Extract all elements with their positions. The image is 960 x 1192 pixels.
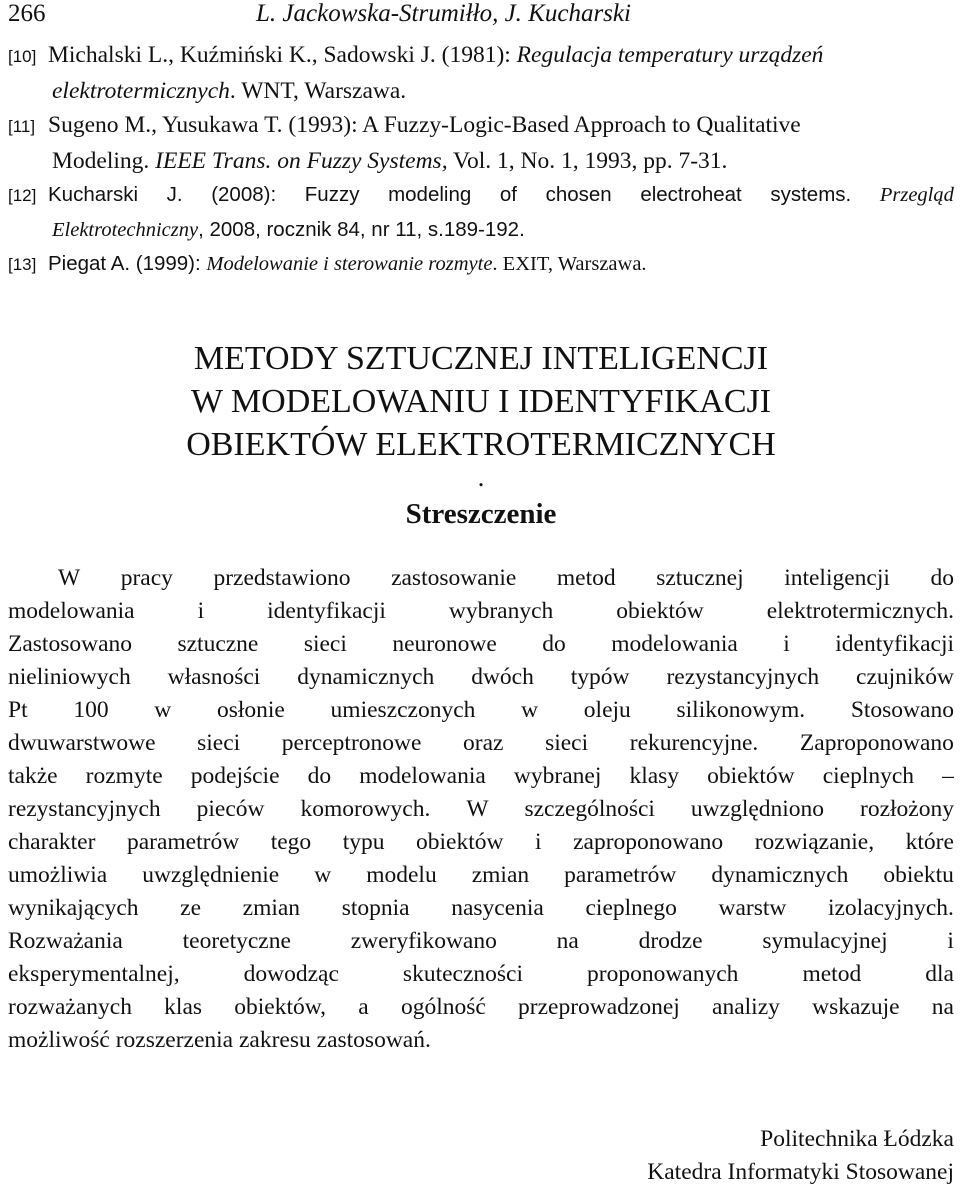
reference-word: Kucharski [48, 183, 139, 206]
reference-word: chosen [545, 183, 612, 206]
abstract-word: obiektów [707, 763, 795, 789]
reference-title: elektrotermicznych [52, 78, 230, 104]
reference-number: [11] [8, 117, 36, 136]
abstract-word: izolacyjnych. [827, 895, 954, 921]
abstract-word: 100 [73, 697, 109, 723]
abstract-line [8, 958, 954, 991]
abstract-word: obiektów, [234, 994, 327, 1020]
reference-journal: Elektrotechniczny [52, 219, 199, 241]
reference-text: Piegat A. (1999): [48, 252, 207, 275]
abstract-word: symulacyjnej [762, 928, 888, 954]
abstract-word: w [521, 697, 539, 723]
abstract-word: identyfikacji [835, 631, 954, 657]
abstract-word: w [314, 862, 332, 888]
abstract-word: sieci [545, 730, 589, 756]
title-dot: . [477, 463, 485, 492]
abstract-word: W [466, 796, 489, 822]
abstract-word: zaproponowano [573, 829, 724, 855]
abstract-word: szczególności [524, 796, 655, 822]
reference-word: J. [166, 183, 183, 206]
abstract-body [8, 562, 954, 1057]
reference-13 [8, 247, 954, 282]
paper-title-line: METODY SZTUCZNEJ INTELIGENCJI [193, 340, 769, 377]
paper-title-line: W MODELOWANIU I IDENTYFIKACJI [190, 383, 772, 420]
abstract-word: uwzględnienie [142, 862, 280, 888]
reference-title: Modelowanie i sterowanie rozmyte [206, 253, 493, 275]
abstract-word: sztucznej [656, 565, 744, 591]
abstract-word: sztuczne [177, 631, 259, 657]
abstract-word: rezystancyjnych [8, 796, 161, 822]
abstract-line [8, 991, 954, 1024]
abstract-word: przedstawiono [213, 565, 351, 591]
abstract-word: dwóch [471, 664, 534, 690]
abstract-word: parametrów [126, 829, 240, 855]
abstract-word: na [556, 928, 579, 954]
abstract-word: eksperymentalnej, [8, 961, 180, 987]
abstract-word: metod [802, 961, 862, 987]
abstract-word: uwzględniono [690, 796, 825, 822]
abstract-word: inteligencji [784, 565, 890, 591]
abstract-line [8, 892, 954, 925]
abstract-word: rozważanych [8, 994, 132, 1020]
reference-number: [12] [8, 186, 37, 205]
abstract-word: skuteczności [402, 961, 523, 987]
abstract-word: rozszerzenia [115, 1027, 239, 1053]
abstract-word: rozwiązanie, [754, 829, 875, 855]
abstract-line [8, 661, 954, 694]
abstract-word: własności [167, 664, 261, 690]
reference-journal: Przegląd [879, 184, 954, 206]
abstract-word: w [154, 697, 172, 723]
abstract-word: i [197, 598, 205, 624]
abstract-word: W [58, 565, 81, 591]
abstract-word: zmian [242, 895, 301, 921]
abstract-word: komorowych. [300, 796, 431, 822]
abstract-word: a [358, 994, 369, 1020]
abstract-word: metod [556, 565, 616, 591]
reference-text: Vol. 1, No. 1, 1993, pp. 7-31. [447, 148, 728, 174]
paper-title [8, 337, 954, 466]
page-number: 266 [8, 0, 46, 27]
abstract-word: parametrów [564, 862, 677, 888]
abstract-word: dowodząc [243, 961, 339, 987]
reference-text: Sugeno M., Yusukawa T. (1993): A Fuzzy-Logic-Based Approach to Qualitative [48, 112, 801, 138]
abstract-line [8, 859, 954, 892]
abstract-word: drodze [638, 928, 703, 954]
abstract-line [8, 727, 954, 760]
abstract-word: Stosowano [850, 697, 954, 723]
abstract-word: wynikających [8, 895, 139, 921]
running-head-authors: L. Jackowska-Strumiłło, J. Kucharski [256, 0, 631, 27]
abstract-line [8, 826, 954, 859]
abstract-line [8, 628, 954, 661]
abstract-word: do [542, 631, 566, 657]
abstract-word: modelowania [611, 631, 738, 657]
abstract-word: proponowanych [587, 961, 739, 987]
abstract-word: perceptronowe [281, 730, 422, 756]
abstract-word: cieplnego [585, 895, 677, 921]
abstract-word: modelowania [359, 763, 486, 789]
abstract-word: Zaproponowano [799, 730, 954, 756]
abstract-word: rekurencyjne. [629, 730, 759, 756]
abstract-line [8, 694, 954, 727]
abstract-word: osłonie [216, 697, 285, 723]
abstract-word: oraz [463, 730, 504, 756]
reference-number: [13] [8, 255, 37, 274]
abstract-word: modelowania [8, 598, 135, 624]
abstract-word: do [930, 565, 954, 591]
abstract-word: umożliwia [8, 862, 108, 888]
abstract-word: neuronowe [392, 631, 497, 657]
reference-word: of [499, 183, 517, 206]
abstract-word: pieców [196, 796, 265, 822]
abstract-word: sieci [197, 730, 241, 756]
abstract-word: cieplnych [822, 763, 915, 789]
abstract-word: zastosowań. [316, 1027, 431, 1053]
reference-text: . EXIT, Warszawa. [492, 253, 647, 275]
running-head [8, 0, 954, 36]
abstract-word: identyfikacji [267, 598, 386, 624]
affiliation-university: Politechnika Łódzka [760, 1126, 954, 1152]
reference-word: systems. [770, 183, 852, 206]
abstract-word: obiektów [416, 829, 504, 855]
abstract-word: klasy [629, 763, 680, 789]
abstract-word: dynamicznych [297, 664, 435, 690]
reference-journal: IEEE Trans. on Fuzzy Systems, [155, 148, 448, 174]
reference-word: modeling [388, 183, 472, 206]
abstract-word: teoretyczne [182, 928, 291, 954]
abstract-word: zweryfikowano [350, 928, 497, 954]
reference-number: [10] [8, 47, 37, 66]
abstract-word: dla [925, 961, 954, 987]
abstract-word: klas [164, 994, 203, 1020]
reference-text: . WNT, Warszawa. [229, 78, 407, 104]
abstract-word: – [942, 763, 954, 789]
abstract-word: obiektów [616, 598, 704, 624]
abstract-word: ze [180, 895, 202, 921]
abstract-word: wskazuje [812, 994, 900, 1020]
reference-title: Regulacja temperatury urządzeń [516, 42, 824, 68]
abstract-word: charakter [8, 829, 96, 855]
reference-text: Michalski L., Kuźmiński K., Sadowski J. (1981): [48, 42, 517, 68]
abstract-word: zmian [471, 862, 530, 888]
abstract-word: typów [570, 664, 630, 690]
abstract-word: sieci [303, 631, 347, 657]
abstract-word: podejście [190, 763, 280, 789]
affiliation [647, 1123, 954, 1189]
reference-text: Modeling. [52, 148, 156, 174]
abstract-line [8, 925, 954, 958]
abstract-word: stopnia [341, 895, 410, 921]
abstract-word: i [535, 829, 542, 855]
document-page [8, 0, 954, 1192]
abstract-word: przeprowadzonej [518, 994, 680, 1020]
abstract-word: zastosowanie [391, 565, 517, 591]
abstract-word: wybranej [513, 763, 602, 789]
abstract-word: dynamicznych [711, 862, 849, 888]
abstract-word: i [783, 631, 790, 657]
abstract-word: pracy [120, 565, 173, 591]
abstract-word: możliwość [8, 1027, 116, 1053]
abstract-word: ogólność [400, 994, 486, 1020]
abstract-word: oleju [583, 697, 631, 723]
abstract-word: które [905, 829, 954, 855]
reference-text: , 2008, rocznik 84, nr 11, s.189-192. [198, 218, 525, 241]
abstract-word: warstw [718, 895, 787, 921]
abstract-word: Rozważania [8, 928, 123, 954]
abstract-word: nieliniowych [8, 664, 131, 690]
paper-title-line: OBIEKTÓW ELEKTROTERMICZNYCH [186, 426, 776, 463]
abstract-word: modelu [366, 862, 437, 888]
abstract-word: i [947, 928, 954, 954]
abstract-line [8, 760, 954, 793]
abstract-word: zakresu [239, 1027, 317, 1053]
abstract-word: wybranych [448, 598, 554, 624]
abstract-word: umieszczonych [330, 697, 476, 723]
abstract-word: tego [270, 829, 312, 855]
reference-12 [8, 178, 954, 247]
reference-11 [8, 108, 954, 178]
abstract-word: rozłożony [860, 796, 954, 822]
abstract-word: analizy [712, 994, 780, 1020]
abstract-word: Pt [8, 697, 28, 723]
abstract-heading: Streszczenie [405, 498, 557, 530]
reference-word: Fuzzy [304, 183, 360, 206]
abstract-word: silikonowym. [676, 697, 806, 723]
abstract-word: dwuwarstwowe [8, 730, 156, 756]
abstract-word: Zastosowano [8, 631, 133, 657]
abstract-word: rozmyte [85, 763, 163, 789]
reference-word: electroheat [640, 183, 742, 206]
affiliation-department: Katedra Informatyki Stosowanej [647, 1159, 954, 1185]
reference-10 [8, 38, 954, 108]
abstract-line [8, 793, 954, 826]
abstract-word: elektrotermicznych. [766, 598, 954, 624]
reference-list [8, 38, 954, 282]
abstract-word: obiektu [883, 862, 954, 888]
abstract-word: nasycenia [451, 895, 544, 921]
abstract-word: typu [342, 829, 385, 855]
abstract-line [8, 1024, 954, 1057]
abstract-line [8, 562, 954, 595]
reference-word: (2008): [211, 183, 277, 206]
abstract-word: czujników [856, 664, 954, 690]
abstract-word: na [931, 994, 954, 1020]
abstract-word: do [307, 763, 332, 789]
abstract-word: także [8, 763, 58, 789]
abstract-line [8, 595, 954, 628]
abstract-word: rezystancyjnych [666, 664, 820, 690]
